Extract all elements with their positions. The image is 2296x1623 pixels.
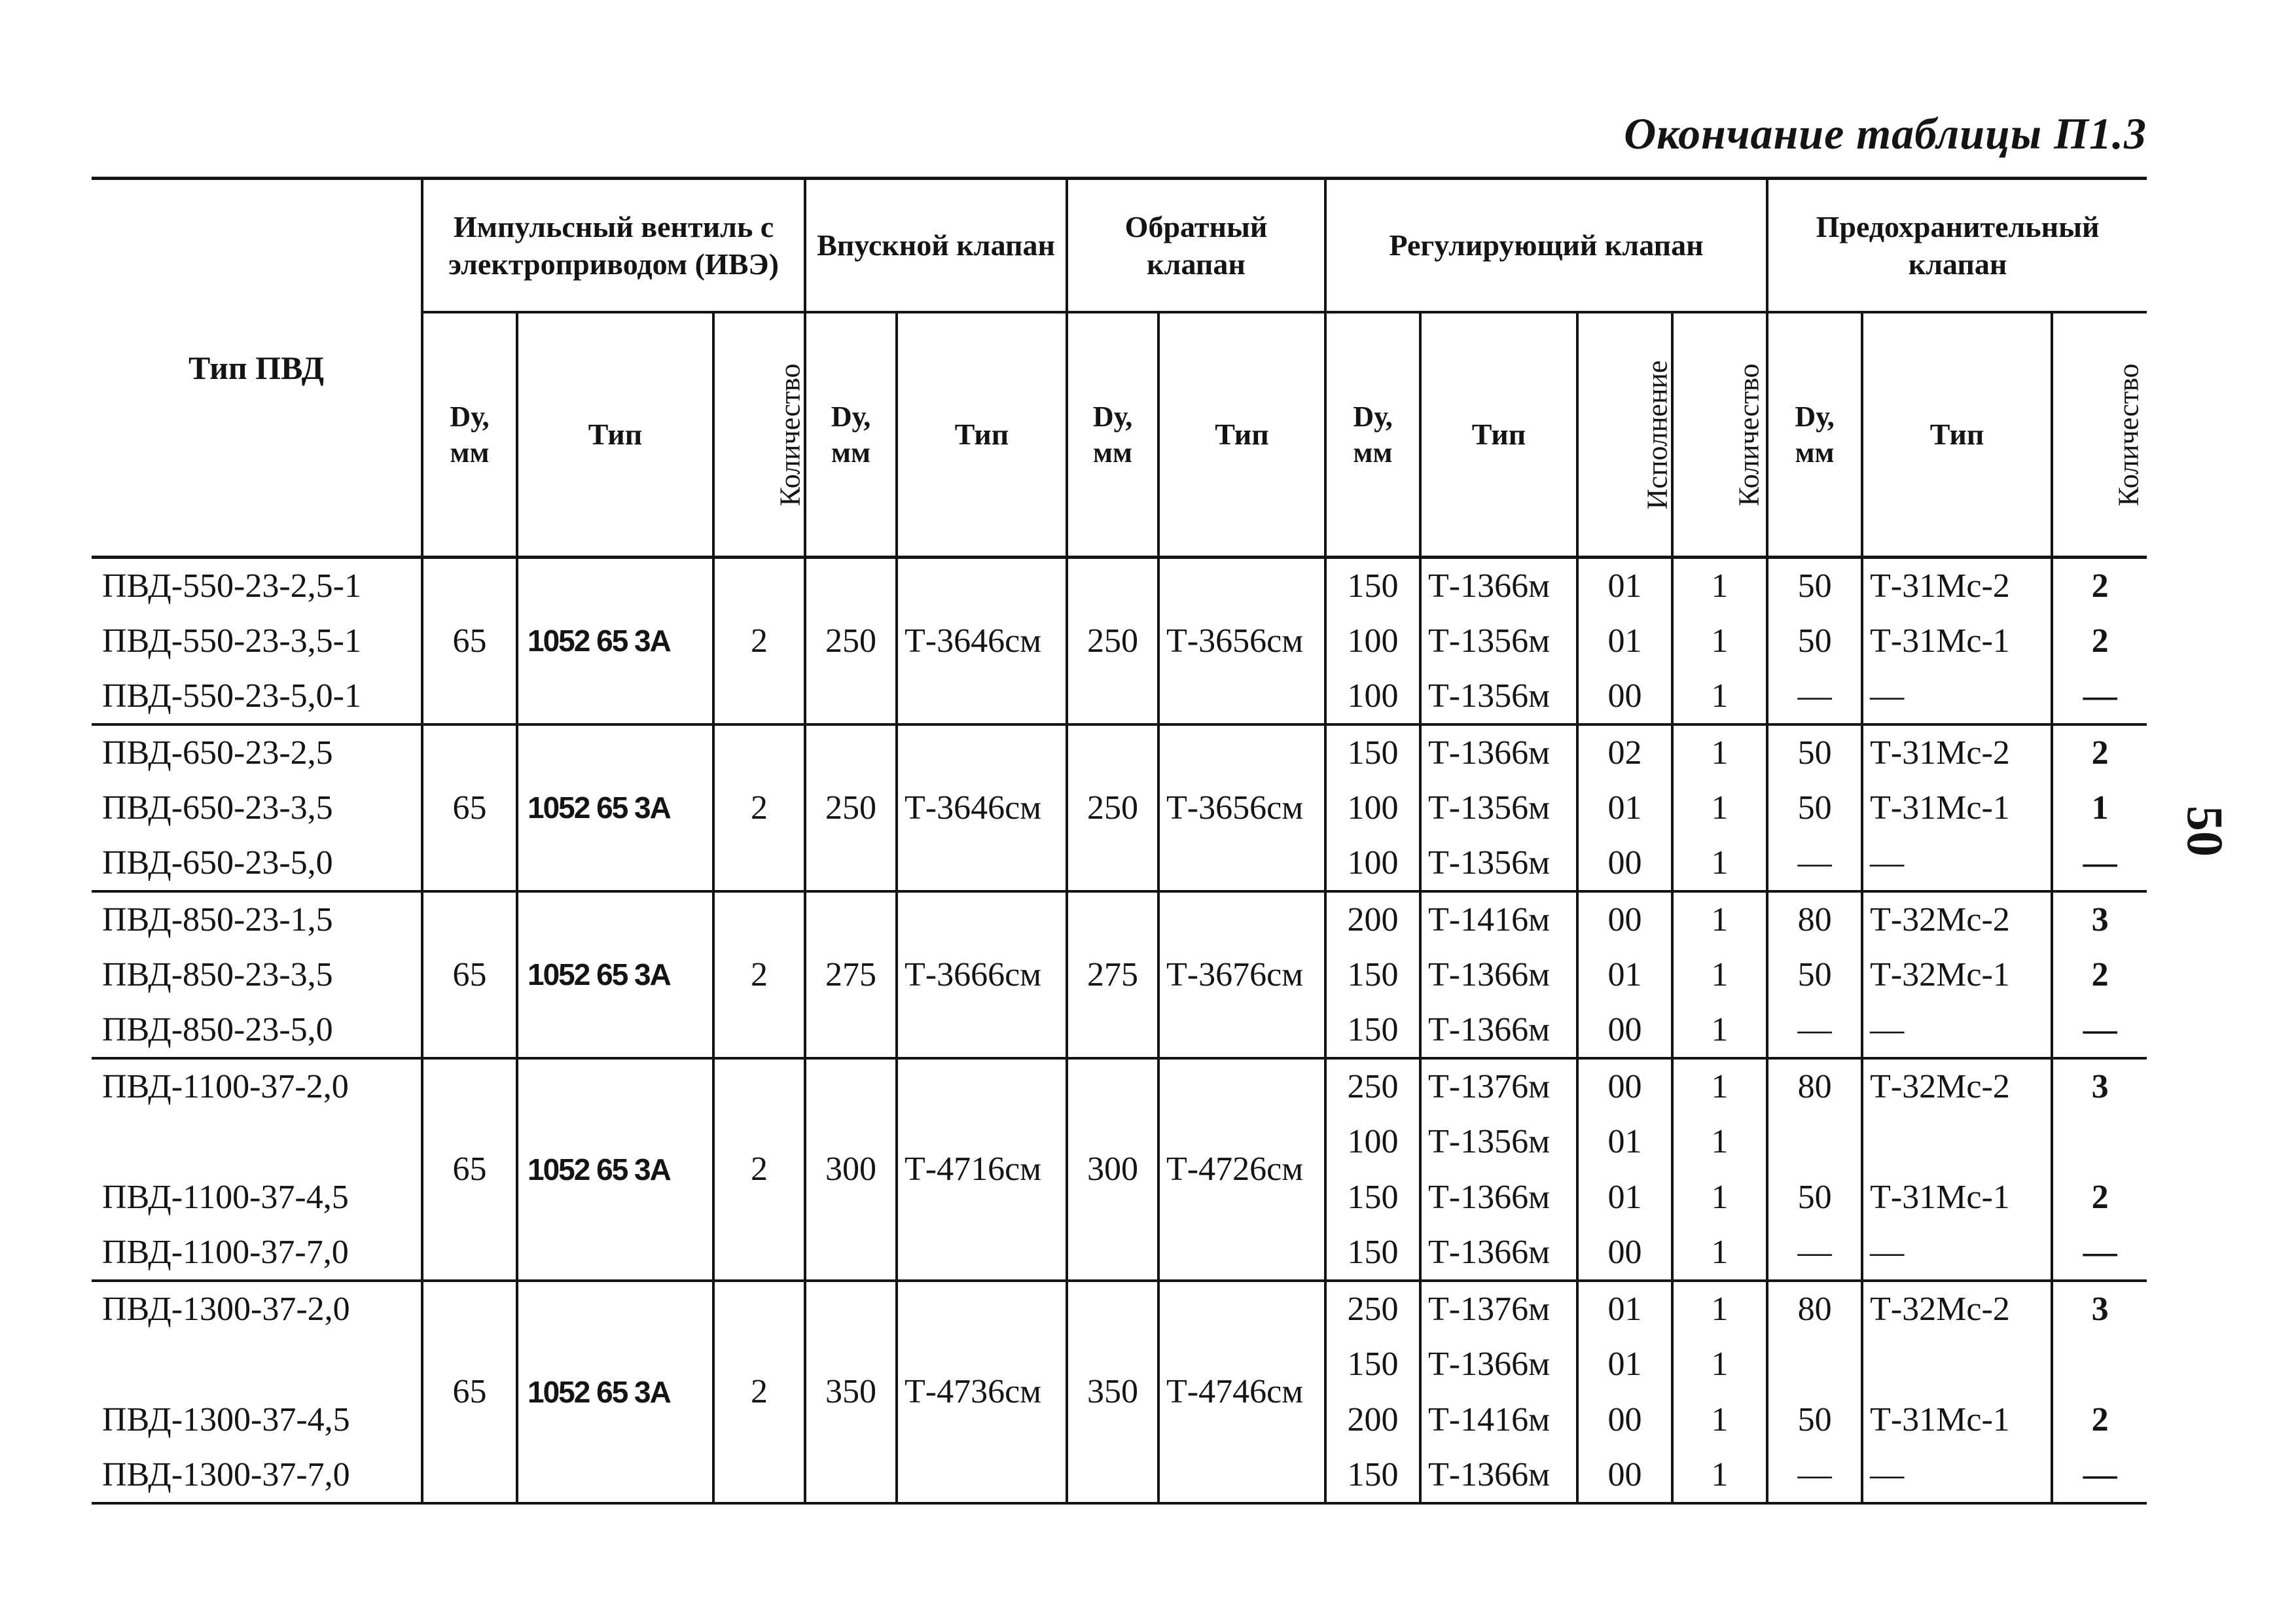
reg-exec-cell: 01: [1577, 947, 1672, 1003]
safety-qty-cell: 1: [2052, 780, 2147, 836]
safety-dy-cell: 50: [1767, 1169, 1862, 1225]
safety-type-cell: Т-31Мс-2: [1862, 558, 2052, 613]
reg-type-cell: Т-1366м: [1420, 558, 1577, 613]
ive-dy-cell: 65: [422, 891, 517, 1058]
pvd-name-cell: ПВД-1300-37-2,0: [102, 1290, 350, 1328]
ive-type-cell: 1052 65 3А: [517, 724, 713, 891]
safety-qty-cell: —: [2052, 1448, 2147, 1503]
reg-dy-cell: 150: [1325, 1336, 1420, 1392]
reg-type-cell: Т-1366м: [1420, 1003, 1577, 1058]
reg-type-cell: Т-1366м: [1420, 1225, 1577, 1281]
reg-qty-cell: 1: [1672, 780, 1767, 836]
safety-dy-cell: —: [1767, 1003, 1862, 1058]
reg-exec-cell: 00: [1577, 891, 1672, 947]
reg-exec-cell: 00: [1577, 1225, 1672, 1281]
reg-type-cell: Т-1356м: [1420, 780, 1577, 836]
reg-dy-cell: 150: [1325, 558, 1420, 613]
safety-dy-cell: 50: [1767, 724, 1862, 780]
reg-qty-cell: 1: [1672, 1003, 1767, 1058]
reg-type-cell: Т-1376м: [1420, 1281, 1577, 1336]
header-reg-exec: Исполнение: [1577, 312, 1672, 558]
safety-dy-cell: [1767, 1114, 1862, 1169]
reg-qty-cell: 1: [1672, 669, 1767, 724]
reg-exec-cell: 00: [1577, 836, 1672, 891]
inlet-type-cell: Т-3666см: [897, 891, 1067, 1058]
header-inlet-valve: Впускной клапан: [805, 179, 1067, 313]
ive-type-cell: 1052 65 3А: [517, 1058, 713, 1281]
page-number: 50: [2177, 806, 2234, 857]
reg-qty-cell: 1: [1672, 724, 1767, 780]
header-reg-qty: Количество: [1672, 312, 1767, 558]
safety-qty-cell: —: [2052, 1225, 2147, 1281]
inlet-dy-cell: 300: [805, 1058, 897, 1281]
safety-type-cell: Т-32Мс-2: [1862, 1281, 2052, 1336]
ive-qty-cell: 2: [713, 891, 805, 1058]
pvd-name-cell: ПВД-550-23-2,5-1: [102, 567, 361, 605]
ive-dy-cell: 65: [422, 724, 517, 891]
reg-qty-cell: 1: [1672, 836, 1767, 891]
reg-qty-cell: 1: [1672, 613, 1767, 669]
reg-qty-cell: 1: [1672, 1392, 1767, 1448]
safety-qty-cell: 3: [2052, 891, 2147, 947]
safety-type-cell: —: [1862, 1003, 2052, 1058]
reg-qty-cell: 1: [1672, 891, 1767, 947]
ive-dy-cell: 65: [422, 558, 517, 724]
check-dy-cell: 275: [1067, 891, 1158, 1058]
header-ive-type: Тип: [517, 312, 713, 558]
ive-qty-cell: 2: [713, 724, 805, 891]
header-safety-dy: Dу, мм: [1767, 312, 1862, 558]
header-safety-qty: Количество: [2052, 312, 2147, 558]
pvd-name-cell: ПВД-1100-37-2,0: [102, 1067, 349, 1105]
safety-qty-cell: 3: [2052, 1281, 2147, 1336]
safety-dy-cell: 50: [1767, 947, 1862, 1003]
check-type-cell: Т-4746см: [1158, 1281, 1325, 1503]
safety-type-cell: Т-31Мс-1: [1862, 1169, 2052, 1225]
header-ive: Импульсный вентиль с электроприводом (ИВЭ): [422, 179, 805, 313]
reg-dy-cell: 250: [1325, 1058, 1420, 1114]
pvd-name-cell: ПВД-550-23-3,5-1: [102, 622, 361, 660]
ive-qty-cell: 2: [713, 1058, 805, 1281]
header-reg-dy: Dу, мм: [1325, 312, 1420, 558]
safety-type-cell: [1862, 1336, 2052, 1392]
reg-qty-cell: 1: [1672, 558, 1767, 613]
safety-type-cell: Т-32Мс-2: [1862, 1058, 2052, 1114]
check-dy-cell: 250: [1067, 724, 1158, 891]
pvd-name-cell: [92, 1114, 422, 1169]
safety-dy-cell: —: [1767, 1225, 1862, 1281]
header-inlet-type: Тип: [897, 312, 1067, 558]
safety-dy-cell: —: [1767, 836, 1862, 891]
header-check-type: Тип: [1158, 312, 1325, 558]
inlet-type-cell: Т-4736см: [897, 1281, 1067, 1503]
table-row: [92, 724, 2147, 780]
safety-type-cell: Т-31Мс-1: [1862, 613, 2052, 669]
reg-exec-cell: 02: [1577, 724, 1672, 780]
header-reg-type: Тип: [1420, 312, 1577, 558]
ive-type-cell: 1052 65 3А: [517, 558, 713, 724]
safety-qty-cell: —: [2052, 1003, 2147, 1058]
valves-table: [92, 177, 2147, 1505]
pvd-name-cell: ПВД-850-23-1,5: [102, 901, 333, 938]
reg-dy-cell: 100: [1325, 1114, 1420, 1169]
reg-dy-cell: 150: [1325, 1169, 1420, 1225]
safety-type-cell: Т-31Мс-1: [1862, 1392, 2052, 1448]
reg-qty-cell: 1: [1672, 947, 1767, 1003]
header-check-valve: Обратный клапан: [1067, 179, 1325, 313]
reg-dy-cell: 150: [1325, 1225, 1420, 1281]
safety-type-cell: —: [1862, 836, 2052, 891]
check-type-cell: Т-3656см: [1158, 558, 1325, 724]
inlet-dy-cell: 275: [805, 891, 897, 1058]
ive-dy-cell: 65: [422, 1058, 517, 1281]
ive-type-cell: 1052 65 3А: [517, 891, 713, 1058]
pvd-name-cell: ПВД-850-23-3,5: [102, 955, 333, 993]
safety-dy-cell: 50: [1767, 558, 1862, 613]
reg-dy-cell: 150: [1325, 1003, 1420, 1058]
inlet-dy-cell: 350: [805, 1281, 897, 1503]
table-caption: Окончание таблицы П1.3: [1624, 109, 2147, 158]
safety-qty-cell: 2: [2052, 724, 2147, 780]
check-dy-cell: 350: [1067, 1281, 1158, 1503]
safety-dy-cell: 50: [1767, 1392, 1862, 1448]
safety-dy-cell: 80: [1767, 891, 1862, 947]
check-dy-cell: 250: [1067, 558, 1158, 724]
reg-type-cell: Т-1366м: [1420, 947, 1577, 1003]
safety-type-cell: —: [1862, 669, 2052, 724]
check-type-cell: Т-3656см: [1158, 724, 1325, 891]
safety-type-cell: —: [1862, 1225, 2052, 1281]
pvd-name-cell: ПВД-650-23-5,0: [102, 844, 333, 882]
pvd-name-cell: ПВД-850-23-5,0: [102, 1010, 333, 1048]
inlet-type-cell: Т-3646см: [897, 724, 1067, 891]
pvd-name-cell: ПВД-1100-37-4,5: [102, 1178, 349, 1216]
pvd-name-cell: ПВД-650-23-3,5: [102, 789, 333, 827]
safety-dy-cell: 50: [1767, 780, 1862, 836]
safety-type-cell: Т-31Мс-2: [1862, 724, 2052, 780]
reg-type-cell: Т-1366м: [1420, 724, 1577, 780]
inlet-type-cell: Т-4716см: [897, 1058, 1067, 1281]
reg-qty-cell: 1: [1672, 1058, 1767, 1114]
ive-qty-cell: 2: [713, 558, 805, 724]
safety-qty-cell: 2: [2052, 947, 2147, 1003]
safety-type-cell: Т-32Мс-2: [1862, 891, 2052, 947]
pvd-name-cell: ПВД-1300-37-7,0: [102, 1455, 350, 1493]
safety-dy-cell: 50: [1767, 613, 1862, 669]
reg-type-cell: Т-1366м: [1420, 1336, 1577, 1392]
reg-exec-cell: 01: [1577, 1169, 1672, 1225]
safety-qty-cell: —: [2052, 669, 2147, 724]
header-pvd-type: Тип ПВД: [188, 349, 324, 386]
reg-exec-cell: 01: [1577, 780, 1672, 836]
reg-qty-cell: 1: [1672, 1281, 1767, 1336]
reg-dy-cell: 150: [1325, 724, 1420, 780]
reg-dy-cell: 200: [1325, 1392, 1420, 1448]
ive-dy-cell: 65: [422, 1281, 517, 1503]
header-regulating-valve: Регулирующий клапан: [1325, 179, 1767, 313]
safety-qty-cell: 2: [2052, 1169, 2147, 1225]
pvd-name-cell: [92, 1336, 422, 1392]
reg-exec-cell: 00: [1577, 1448, 1672, 1503]
reg-exec-cell: 01: [1577, 1114, 1672, 1169]
table-row: [92, 1058, 2147, 1114]
pvd-name-cell: ПВД-650-23-2,5: [102, 734, 333, 772]
reg-type-cell: Т-1356м: [1420, 836, 1577, 891]
reg-dy-cell: 200: [1325, 891, 1420, 947]
reg-type-cell: Т-1376м: [1420, 1058, 1577, 1114]
safety-type-cell: [1862, 1114, 2052, 1169]
header-check-dy: Dу, мм: [1067, 312, 1158, 558]
safety-qty-cell: —: [2052, 836, 2147, 891]
reg-dy-cell: 100: [1325, 836, 1420, 891]
reg-type-cell: Т-1356м: [1420, 613, 1577, 669]
safety-dy-cell: —: [1767, 669, 1862, 724]
pvd-name-cell: ПВД-1100-37-7,0: [102, 1233, 349, 1271]
reg-exec-cell: 01: [1577, 1336, 1672, 1392]
reg-dy-cell: 100: [1325, 780, 1420, 836]
header-inlet-dy: Dу, мм: [805, 312, 897, 558]
reg-dy-cell: 100: [1325, 613, 1420, 669]
check-type-cell: Т-3676см: [1158, 891, 1325, 1058]
reg-dy-cell: 250: [1325, 1281, 1420, 1336]
reg-qty-cell: 1: [1672, 1114, 1767, 1169]
safety-qty-cell: [2052, 1336, 2147, 1392]
reg-qty-cell: 1: [1672, 1225, 1767, 1281]
reg-qty-cell: 1: [1672, 1336, 1767, 1392]
reg-type-cell: Т-1366м: [1420, 1448, 1577, 1503]
reg-exec-cell: 01: [1577, 1281, 1672, 1336]
safety-qty-cell: 3: [2052, 1058, 2147, 1114]
check-dy-cell: 300: [1067, 1058, 1158, 1281]
table-row: [92, 558, 2147, 613]
safety-type-cell: Т-31Мс-1: [1862, 780, 2052, 836]
table-row: [92, 891, 2147, 947]
inlet-type-cell: Т-3646см: [897, 558, 1067, 724]
reg-type-cell: Т-1416м: [1420, 1392, 1577, 1448]
inlet-dy-cell: 250: [805, 558, 897, 724]
safety-qty-cell: 2: [2052, 1392, 2147, 1448]
safety-dy-cell: 80: [1767, 1058, 1862, 1114]
check-type-cell: Т-4726см: [1158, 1058, 1325, 1281]
inlet-dy-cell: 250: [805, 724, 897, 891]
reg-exec-cell: 00: [1577, 1058, 1672, 1114]
safety-qty-cell: 2: [2052, 558, 2147, 613]
reg-type-cell: Т-1416м: [1420, 891, 1577, 947]
header-safety-type: Тип: [1862, 312, 2052, 558]
reg-dy-cell: 100: [1325, 669, 1420, 724]
reg-type-cell: Т-1366м: [1420, 1169, 1577, 1225]
reg-dy-cell: 150: [1325, 947, 1420, 1003]
reg-qty-cell: 1: [1672, 1169, 1767, 1225]
reg-exec-cell: 01: [1577, 613, 1672, 669]
header-safety-valve: Предохранительный клапан: [1767, 179, 2147, 313]
reg-type-cell: Т-1356м: [1420, 1114, 1577, 1169]
safety-qty-cell: 2: [2052, 613, 2147, 669]
reg-exec-cell: 00: [1577, 669, 1672, 724]
reg-type-cell: Т-1356м: [1420, 669, 1577, 724]
ive-qty-cell: 2: [713, 1281, 805, 1503]
reg-exec-cell: 00: [1577, 1392, 1672, 1448]
reg-qty-cell: 1: [1672, 1448, 1767, 1503]
safety-type-cell: —: [1862, 1448, 2052, 1503]
safety-dy-cell: 80: [1767, 1281, 1862, 1336]
reg-dy-cell: 150: [1325, 1448, 1420, 1503]
ive-type-cell: 1052 65 3А: [517, 1281, 713, 1503]
safety-qty-cell: [2052, 1114, 2147, 1169]
safety-dy-cell: [1767, 1336, 1862, 1392]
safety-type-cell: Т-32Мс-1: [1862, 947, 2052, 1003]
header-ive-dy: Dу, мм: [422, 312, 517, 558]
table-row: [92, 1281, 2147, 1336]
pvd-name-cell: ПВД-1300-37-4,5: [102, 1400, 350, 1438]
safety-dy-cell: —: [1767, 1448, 1862, 1503]
pvd-name-cell: ПВД-550-23-5,0-1: [102, 677, 361, 715]
reg-exec-cell: 01: [1577, 558, 1672, 613]
reg-exec-cell: 00: [1577, 1003, 1672, 1058]
header-ive-qty: Количество: [713, 312, 805, 558]
